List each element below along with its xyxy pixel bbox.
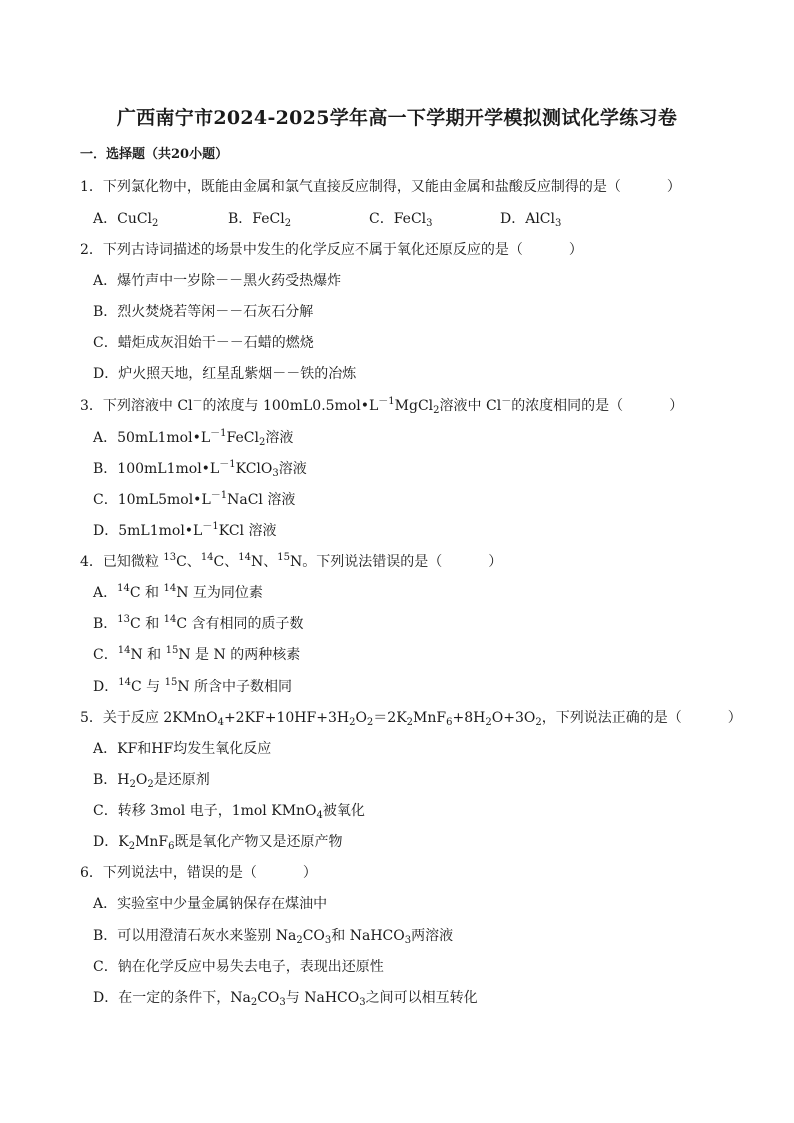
question-3-option-c: C．$10mL5mol•L^{-1}NaCl$ 溶液 [93,490,296,508]
question-6-option-b: B．可以用澄清石灰水来鉴别 $Na_2CO_3$和 NaHCO$_3$两溶液 [93,928,454,946]
question-4-option-d: D．$^{14}$C 与 $^{15}$N 所含中子数相同 [93,677,293,695]
question-4-option-c: C．$^{14}$N 和 $^{15}$N 是 N 的两种核素 [93,645,301,663]
question-5-option-d: D．$K_2MnF_6$既是氧化产物又是还原产物 [93,834,343,852]
question-3-option-a: A．$50mL1mol•L^{-1}FeCl_2$溶液 [93,428,294,448]
question-2-option-d: D．炉火照天地，红星乱紫烟－－铁的冶炼 [93,366,357,382]
question-4-option-a: A．$^{14}$C 和 $^{14}$N 互为同位素 [93,583,263,601]
question-6-option-a: A．实验室中少量金属钠保存在煤油中 [93,896,328,912]
question-5-option-b: B．$H_2O_2$是还原剂 [93,772,210,790]
question-1-option-a: A．CuCl$_2$ [93,211,159,229]
question-1-option-c: C．FeCl$_3$ [369,211,433,229]
question-6-option-c: C．钠在化学反应中易失去电子，表现出还原性 [93,959,384,975]
question-4-option-b: B．$^{13}$C 和 $^{14}$C 含有相同的质子数 [93,614,304,632]
question-1-option-b: B．FeCl$_2$ [228,211,292,229]
question-5-option-c: C．转移 3mol 电子，1mol KMnO$_4$被氧化 [93,803,365,821]
question-4-stem: 4．已知微粒 $^{13}$C、$^{14}$C、$^{14}$N、$^{15}$N。下列说法错误的是（ ） [80,552,503,570]
question-1-option-d: D．AlCl$_3$ [500,211,562,229]
page-title: 广西南宁市2024-2025学年高一下学期开学模拟测试化学练习卷 [116,107,678,129]
question-2-option-c: C．蜡炬成灰泪始干－－石蜡的燃烧 [93,335,314,351]
question-2-option-a: A．爆竹声中一岁除－－黑火药受热爆炸 [93,273,342,289]
question-6-stem: 6．下列说法中，错误的是（ ） [80,865,317,881]
question-3-option-d: D．$5mL1mol•L^{-1}KCl$ 溶液 [93,521,277,539]
question-5-option-a: A．KF和HF均发生氧化反应 [93,741,272,757]
question-3-stem: 3．下列溶液中 Cl－的浓度与 $100mL0.5mol•L^{-1}MgCl_2$溶液中 Cl－的浓度相同的是（ ） [80,396,684,416]
question-1-stem: 1．下列氯化物中，既能由金属和氯气直接反应制得，又能由金属和盐酸反应制得的是（ ） [80,179,681,195]
question-3-option-b: B．$100mL1mol•L^{-1}KClO_3$溶液 [93,459,307,479]
question-2-stem: 2．下列古诗词描述的场景中发生的化学反应不属于氧化还原反应的是（ ） [80,242,583,258]
question-6-option-d: D．在一定的条件下，$Na_2CO_3$与 NaHCO$_3$之间可以相互转化 [93,990,478,1008]
question-2-option-b: B．烈火焚烧若等闲－－石灰石分解 [93,304,314,320]
section-heading: 一．选择题（共20小题） [80,147,229,162]
question-5-stem: 5．关于反应 $2KMnO_4+2KF+10HF+3H_2O_2=2K_2MnF_6+8H_2O+3O_2$，下列说法正确的是（ ） [80,710,742,728]
